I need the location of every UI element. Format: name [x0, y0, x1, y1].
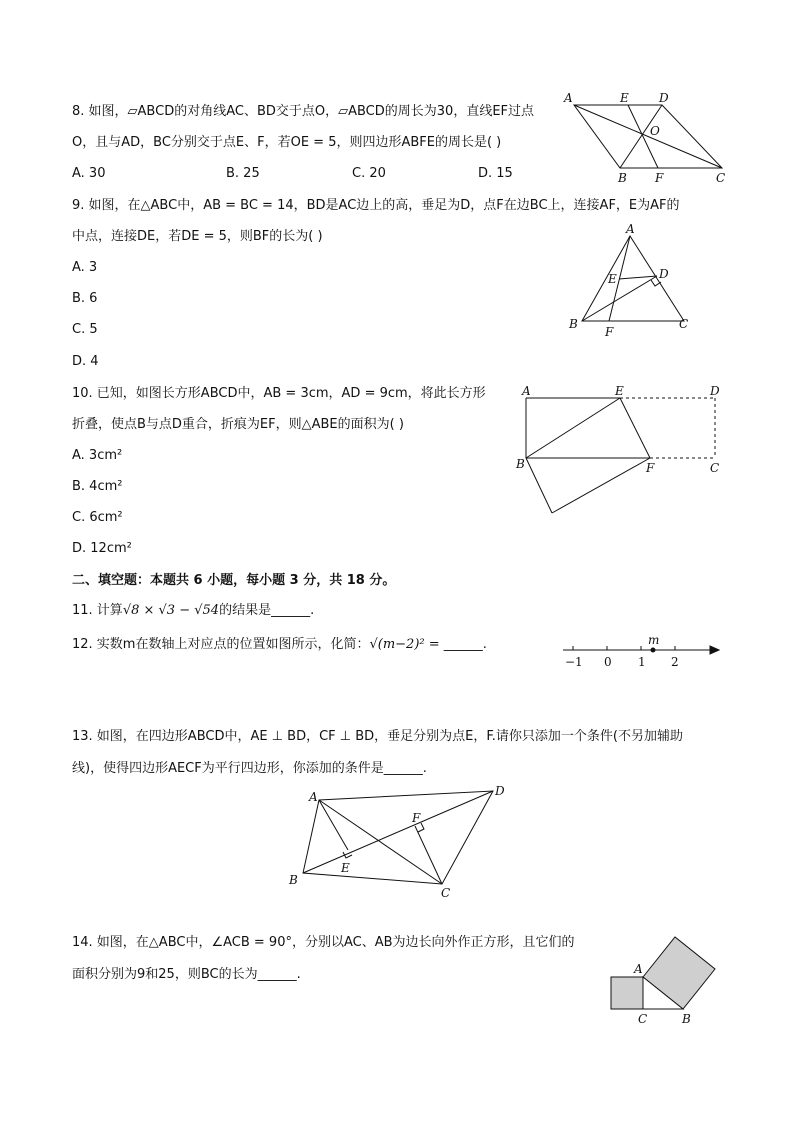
q13-label-c: C [441, 886, 451, 900]
q9-option-b: B. 6 [72, 291, 98, 306]
q13-quadrilateral-figure [285, 780, 515, 905]
q9-label-f: F [605, 325, 614, 339]
q8-line1: 8. 如图，▱ABCD的对角线AC、BD交于点O，▱ABCD的周长为30，直线EF过点 [72, 104, 535, 119]
q12-tick-1: 1 [638, 655, 646, 669]
q10-label-f: F [646, 461, 655, 475]
q10-label-a: A [522, 384, 531, 398]
q14-squares-figure [605, 928, 725, 1028]
q13-label-a: A [309, 790, 318, 804]
q10-line2: 折叠，使点B与点D重合，折痕为EF，则△ABE的面积为( ) [72, 417, 404, 432]
q9-option-d: D. 4 [72, 354, 99, 369]
q8-option-b: B. 25 [226, 166, 260, 181]
q8-label-b: B [618, 171, 627, 185]
q12-suffix: ______. [443, 637, 487, 652]
q8-label-d: D [659, 91, 669, 105]
q9-label-d: D [659, 267, 669, 281]
q11-suffix: 的结果是______. [219, 603, 315, 618]
q14-label-b: B [682, 1012, 691, 1026]
q13-line1: 13. 如图，在四边形ABCD中，AE ⊥ BD，CF ⊥ BD，垂足分别为点E，F.请你只添加一个条件(不另加辅助 [72, 729, 683, 744]
q8-option-a: A. 30 [72, 166, 106, 181]
q13-label-b: B [289, 873, 298, 887]
q8-label-f: F [655, 171, 664, 185]
q10-label-c: C [710, 461, 720, 475]
q13-label-d: D [495, 784, 505, 798]
q12-point-m-label: m [648, 633, 660, 647]
q8-option-d: D. 15 [478, 166, 513, 181]
q13-line2: 线)，使得四边形AECF为平行四边形，你添加的条件是______. [72, 761, 427, 776]
q9-line2: 中点，连接DE，若DE = 5，则BF的长为( ) [72, 229, 323, 244]
q8-label-c: C [716, 171, 726, 185]
section2-title: 二、填空题：本题共 6 小题，每小题 3 分，共 18 分。 [72, 573, 396, 588]
q9-option-c: C. 5 [72, 322, 98, 337]
q8-parallelogram-figure [560, 88, 735, 188]
q9-label-b: B [569, 317, 578, 331]
q10-option-c: C. 6cm² [72, 510, 123, 525]
q12-number-line [555, 630, 725, 670]
q14-line2: 面积分别为9和25，则BC的长为______. [72, 967, 301, 982]
q13-label-e: E [341, 861, 350, 875]
q13-label-f: F [412, 811, 421, 825]
q10-rectangle-fold-figure [512, 380, 727, 520]
q9-label-a: A [626, 222, 635, 236]
q10-label-d: D [710, 384, 720, 398]
q8-label-o: O [650, 124, 660, 138]
q10-option-b: B. 4cm² [72, 479, 123, 494]
q8-label-a: A [564, 91, 573, 105]
q14-label-a: A [634, 962, 643, 976]
q14-line1: 14. 如图，在△ABC中，∠ACB = 90°，分别以AC、AB为边长向外作正方形，且它们的 [72, 935, 575, 950]
q12-tick-neg1: −1 [565, 655, 583, 669]
q9-label-e: E [608, 272, 617, 286]
q11-line [72, 602, 314, 620]
q10-line1: 10. 已知，如图长方形ABCD中，AB = 3cm，AD = 9cm，将此长方形 [72, 386, 486, 401]
q14-label-c: C [638, 1012, 648, 1026]
q12-tick-2: 2 [671, 655, 679, 669]
q11-prefix: 11. 计算 [72, 603, 123, 618]
q12-line [72, 636, 487, 654]
q9-label-c: C [679, 317, 689, 331]
q12-expression: √(m−2)² = [369, 637, 440, 652]
q9-triangle-figure [565, 218, 700, 343]
q10-label-e: E [615, 384, 624, 398]
q8-option-c: C. 20 [352, 166, 386, 181]
q9-option-a: A. 3 [72, 260, 98, 275]
q12-tick-0: 0 [604, 655, 612, 669]
q10-option-d: D. 12cm² [72, 541, 132, 556]
q10-label-b: B [516, 457, 525, 471]
q9-line1: 9. 如图，在△ABC中，AB = BC = 14，BD是AC边上的高，垂足为D，点F在边BC上，连接AF，E为AF的 [72, 198, 680, 213]
q8-line2: O，且与AD，BC分别交于点E、F，若OE = 5，则四边形ABFE的周长是( ) [72, 135, 502, 150]
q12-prefix: 12. 实数m在数轴上对应点的位置如图所示，化简： [72, 637, 370, 652]
q10-option-a: A. 3cm² [72, 448, 123, 463]
q8-label-e: E [620, 91, 629, 105]
q11-expression: √8 × √3 − √54 [122, 603, 220, 618]
